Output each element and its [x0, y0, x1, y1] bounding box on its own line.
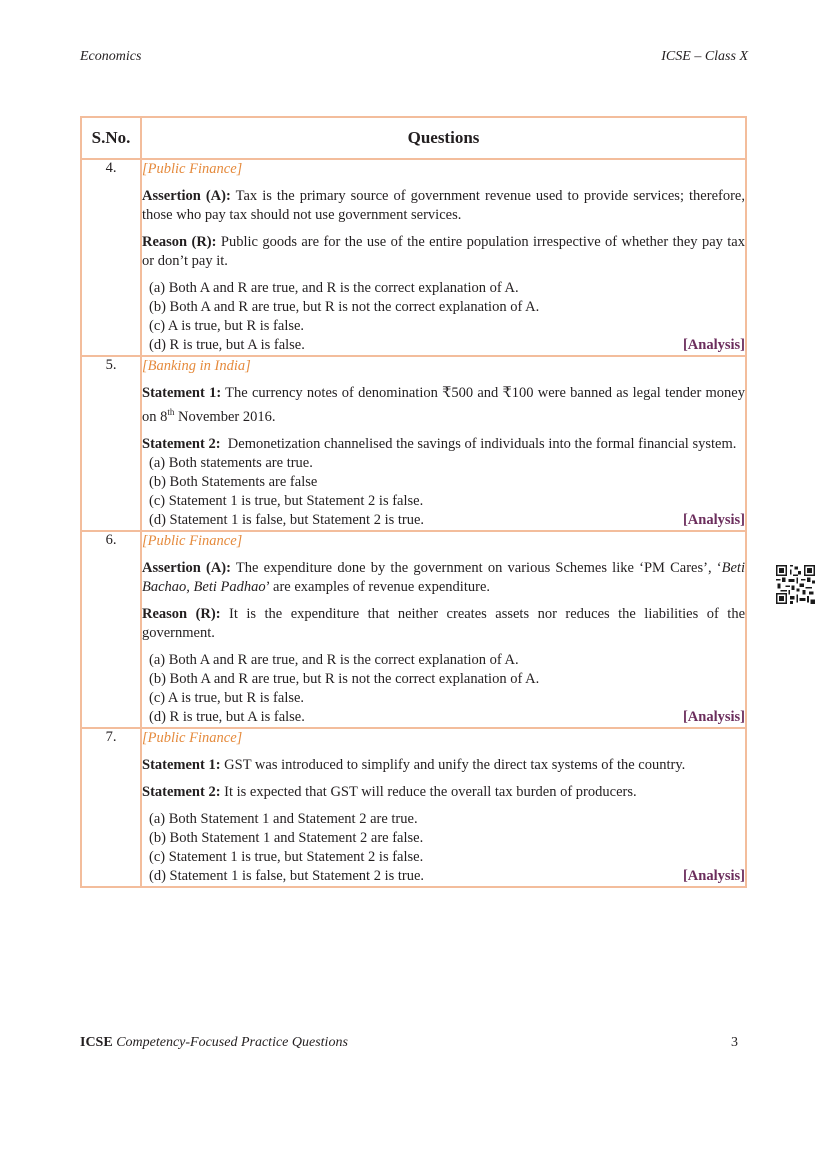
option-b: (b) Both A and R are true, but R is not the correct explanation of A.	[149, 670, 540, 687]
page-number: 3	[731, 1035, 738, 1050]
question-number: 5.	[81, 356, 141, 531]
option-c: (c) A is true, but R is false.	[149, 318, 305, 334]
question-topic: [Public Finance]	[142, 729, 243, 746]
question-row	[81, 159, 746, 356]
table-header-row	[81, 117, 746, 159]
option-a: (a) Both statements are true.	[149, 454, 313, 471]
options-list	[149, 454, 745, 530]
option-c: (c) A is true, but R is false.	[149, 689, 305, 706]
question-number: 6.	[81, 531, 141, 728]
option-d: (d) Statement 1 is false, but Statement 2 is true.	[149, 867, 425, 884]
option-b: (b) Both Statement 1 and Statement 2 are false.	[149, 829, 424, 846]
option-d-wrapper	[149, 708, 745, 727]
reason-label: Reason (R):	[142, 605, 221, 622]
question-body	[141, 728, 746, 887]
statement-2-text	[142, 783, 745, 802]
questions-table	[80, 116, 747, 888]
question-number: 7.	[81, 728, 141, 887]
assertion-label: Assertion (A):	[142, 188, 231, 204]
statement-2-text	[142, 435, 745, 454]
analysis-tag: [Analysis]	[682, 708, 745, 725]
reason-label: Reason (R):	[142, 234, 217, 250]
question-row	[81, 728, 746, 887]
option-d-wrapper	[149, 511, 745, 530]
option-a: (a) Both A and R are true, and R is the correct explanation of A.	[149, 280, 519, 296]
header-class: ICSE – Class X	[661, 49, 748, 64]
statement-1-sup: th	[167, 407, 175, 417]
reason-content: It is the expenditure that neither creates assets nor reduces the liabilities of the government.	[142, 605, 746, 641]
option-d: (d) R is true, but A is false.	[149, 708, 305, 725]
question-body	[141, 159, 746, 356]
assertion-content-a: The expenditure done by the government on various Schemes like ‘PM Cares’, ‘	[235, 559, 722, 576]
question-topic: [Public Finance]	[142, 161, 243, 177]
option-b: (b) Both Statements are false	[149, 473, 318, 490]
reason-text	[142, 233, 745, 271]
option-d: (d) R is true, but A is false.	[149, 337, 305, 353]
statement-1-label: Statement 1:	[142, 756, 221, 773]
question-body	[141, 531, 746, 728]
question-number: 4.	[81, 159, 141, 356]
analysis-tag: [Analysis]	[682, 337, 745, 353]
option-a: (a) Both Statement 1 and Statement 2 are true.	[149, 810, 418, 827]
statement-1-text	[142, 384, 745, 427]
option-a: (a) Both A and R are true, and R is the correct explanation of A.	[149, 651, 519, 668]
statement-2-label: Statement 2:	[142, 435, 221, 452]
options-list	[149, 651, 745, 727]
question-topic: [Public Finance]	[142, 532, 243, 549]
header-subject: Economics	[80, 49, 142, 64]
assertion-text	[142, 187, 745, 225]
assertion-text	[142, 559, 745, 597]
option-d-wrapper	[149, 336, 745, 355]
question-row	[81, 531, 746, 728]
statement-1-content-a: The currency notes of denomination ₹500 and ₹100 were banned as legal tender money on 8	[142, 385, 745, 425]
statement-1-content-b: November 2016.	[174, 408, 276, 425]
options-list	[149, 279, 745, 355]
analysis-tag: [Analysis]	[682, 867, 745, 884]
option-b: (b) Both A and R are true, but R is not the correct explanation of A.	[149, 299, 540, 315]
column-header-sno: S.No.	[81, 117, 141, 159]
analysis-tag: [Analysis]	[682, 511, 745, 528]
footer-brand: ICSE	[80, 1035, 113, 1050]
reason-content: Public goods are for the use of the entire population irrespective of whether they pay tax or don’t pay it.	[142, 234, 745, 269]
footer-title	[80, 1035, 348, 1051]
option-c: (c) Statement 1 is true, but Statement 2 is false.	[149, 492, 424, 509]
statement-1-label: Statement 1:	[142, 385, 222, 401]
question-row	[81, 356, 746, 531]
question-topic: [Banking in India]	[142, 358, 251, 374]
reason-text	[142, 605, 745, 643]
footer-subtitle: Competency-Focused Practice Questions	[116, 1035, 348, 1050]
options-list	[149, 810, 745, 886]
statement-2-label: Statement 2:	[142, 783, 221, 800]
option-c: (c) Statement 1 is true, but Statement 2 is false.	[149, 848, 424, 865]
assertion-scheme-name: Beti Bachao, Beti Padhao	[142, 559, 745, 595]
qr-code-icon[interactable]	[776, 565, 815, 604]
option-d-wrapper	[149, 867, 745, 886]
statement-1-text	[142, 756, 745, 775]
assertion-content-b: ’ are examples of revenue expenditure.	[265, 578, 491, 595]
column-header-questions: Questions	[141, 117, 746, 159]
assertion-content: Tax is the primary source of government revenue used to provide services; therefore, those who pay tax should not use government services.	[142, 188, 745, 223]
statement-1-content: GST was introduced to simplify and unify the direct tax systems of the country.	[224, 756, 686, 773]
question-body	[141, 356, 746, 531]
statement-2-content: Demonetization channelised the savings of individuals into the formal financial system.	[227, 435, 737, 452]
statement-2-content: It is expected that GST will reduce the overall tax burden of producers.	[224, 783, 637, 800]
option-d: (d) Statement 1 is false, but Statement 2 is true.	[149, 511, 425, 528]
assertion-label: Assertion (A):	[142, 559, 231, 576]
